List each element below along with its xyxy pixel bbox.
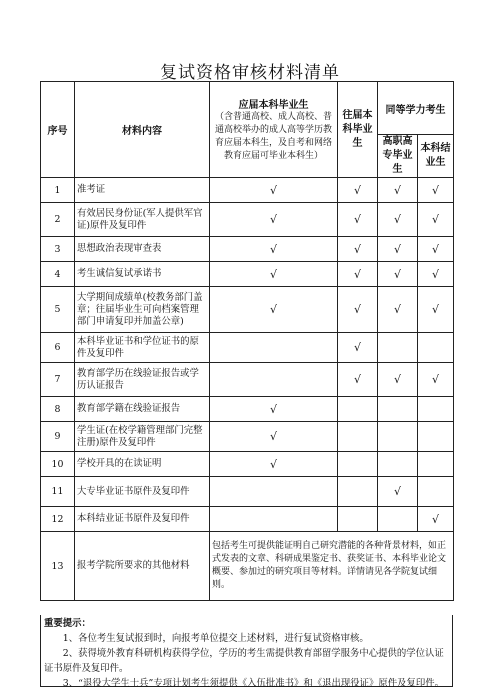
row-number: 12 bbox=[41, 507, 75, 532]
header-equivalent: 同等学力考生 bbox=[378, 82, 454, 135]
table-row bbox=[41, 452, 454, 477]
requirement-cell bbox=[418, 507, 454, 532]
check-mark: √ bbox=[431, 267, 439, 281]
requirement-cell bbox=[418, 397, 454, 422]
row-number: 9 bbox=[41, 422, 75, 452]
requirement-cell bbox=[378, 178, 418, 203]
row-number: 4 bbox=[41, 262, 75, 287]
requirement-cell bbox=[338, 287, 378, 333]
important-tips bbox=[40, 615, 453, 687]
header-current-grad-label: 应届本科毕业生 bbox=[238, 100, 309, 111]
check-mark: √ bbox=[353, 267, 361, 281]
table-row bbox=[41, 333, 454, 363]
check-mark: √ bbox=[269, 430, 277, 443]
requirement-cell bbox=[378, 363, 418, 397]
material-content: 报考学院所要求的其他材料 bbox=[75, 532, 210, 601]
check-mark: √ bbox=[393, 267, 401, 281]
material-content: 学生证(在校学籍管理部门完整注册)原件及复印件 bbox=[75, 422, 210, 452]
check-mark: √ bbox=[431, 512, 439, 526]
requirement-cell bbox=[338, 422, 378, 452]
page-title: 复试资格审核材料清单 bbox=[160, 63, 340, 83]
requirement-cell bbox=[210, 477, 338, 507]
header-seq: 序号 bbox=[41, 82, 75, 178]
check-mark: √ bbox=[393, 303, 401, 316]
requirement-cell bbox=[338, 237, 378, 262]
requirement-cell bbox=[210, 237, 338, 262]
requirement-cell bbox=[418, 363, 454, 397]
requirement-cell bbox=[418, 422, 454, 452]
requirement-cell bbox=[338, 397, 378, 422]
row-number: 7 bbox=[41, 363, 75, 397]
check-mark: √ bbox=[353, 373, 361, 386]
material-note: 包括考生可提供能证明自己研究潜能的各种背景材料，如正式发表的文章、科研成果鉴定书、获奖证书、本科毕业论文概要、参加过的研究项目等材料。详情请见各学院复试细则。 bbox=[210, 532, 454, 601]
requirement-cell bbox=[378, 422, 418, 452]
check-mark: √ bbox=[431, 242, 439, 256]
row-number: 10 bbox=[41, 452, 75, 477]
check-mark: √ bbox=[431, 303, 439, 316]
material-content: 思想政治表现审查表 bbox=[75, 237, 210, 262]
row-number: 1 bbox=[41, 178, 75, 203]
requirement-cell bbox=[338, 363, 378, 397]
table-row bbox=[41, 507, 454, 532]
requirement-cell bbox=[210, 178, 338, 203]
header-current-grad bbox=[210, 82, 338, 178]
requirement-cell bbox=[210, 452, 338, 477]
requirement-cell bbox=[210, 363, 338, 397]
row-number: 11 bbox=[41, 477, 75, 507]
material-content: 本科结业证书原件及复印件 bbox=[75, 507, 210, 532]
check-mark: √ bbox=[269, 267, 277, 281]
check-mark: √ bbox=[353, 183, 361, 197]
requirement-cell bbox=[338, 262, 378, 287]
material-content: 本科毕业证书和学位证书的原件及复印件 bbox=[75, 333, 210, 363]
requirement-cell bbox=[378, 262, 418, 287]
requirement-cell bbox=[378, 397, 418, 422]
requirement-cell bbox=[210, 397, 338, 422]
check-mark: √ bbox=[353, 242, 361, 256]
check-mark: √ bbox=[393, 485, 401, 498]
row-number: 3 bbox=[41, 237, 75, 262]
check-mark: √ bbox=[393, 242, 401, 256]
material-content: 学校开具的在读证明 bbox=[75, 452, 210, 477]
table-row bbox=[41, 262, 454, 287]
requirement-cell bbox=[378, 477, 418, 507]
tips-heading: 重要提示： bbox=[44, 618, 91, 629]
table-row bbox=[41, 363, 454, 397]
requirement-cell bbox=[418, 333, 454, 363]
check-mark: √ bbox=[431, 373, 439, 386]
check-mark: √ bbox=[269, 457, 277, 471]
row-number: 5 bbox=[41, 287, 75, 333]
tip-item: 1、各位考生复试报到时，向报考单位提交上述材料，进行复试资格审核。 bbox=[62, 633, 369, 644]
requirement-cell bbox=[210, 507, 338, 532]
requirement-cell bbox=[210, 203, 338, 237]
requirement-cell bbox=[418, 237, 454, 262]
tip-item: 2、获得境外教育科研机构获得学位，学历的考生需提供教育部留学服务中心提供的学位认证证书原件及复印件。 bbox=[44, 648, 444, 674]
material-content: 考生诚信复试承诺书 bbox=[75, 262, 210, 287]
requirement-cell bbox=[418, 203, 454, 237]
check-mark: √ bbox=[269, 402, 277, 416]
requirement-cell bbox=[210, 287, 338, 333]
table-row bbox=[41, 287, 454, 333]
header-content: 材料内容 bbox=[75, 82, 210, 178]
requirement-cell bbox=[338, 178, 378, 203]
table-row bbox=[41, 397, 454, 422]
check-mark: √ bbox=[353, 213, 361, 226]
header-vocational: 高职高专毕业生 bbox=[378, 135, 418, 178]
requirement-cell bbox=[378, 237, 418, 262]
requirement-cell bbox=[338, 452, 378, 477]
requirement-cell bbox=[418, 477, 454, 507]
row-number: 8 bbox=[41, 397, 75, 422]
table-row bbox=[41, 477, 454, 507]
check-mark: √ bbox=[353, 303, 361, 316]
check-mark: √ bbox=[269, 242, 277, 256]
check-mark: √ bbox=[269, 213, 277, 226]
requirement-cell bbox=[338, 507, 378, 532]
header-past-grad: 往届本科毕业生 bbox=[338, 82, 378, 178]
header-current-grad-note: （含普通高校、成人高校、普通高校举办的成人高等学历教育应届本科生，及自考和网络教育应届可毕业本科生） bbox=[214, 112, 332, 161]
material-content: 大学期间成绩单(校教务部门盖章；往届毕业生可向档案管理部门申请复印并加盖公章) bbox=[75, 287, 210, 333]
requirement-cell bbox=[338, 477, 378, 507]
check-mark: √ bbox=[431, 213, 439, 226]
check-mark: √ bbox=[393, 213, 401, 226]
requirement-cell bbox=[378, 507, 418, 532]
material-content: 有效居民身份证(军人提供军官证)原件及复印件 bbox=[75, 203, 210, 237]
requirement-cell bbox=[338, 203, 378, 237]
requirement-cell bbox=[418, 287, 454, 333]
requirement-cell bbox=[418, 262, 454, 287]
row-number: 6 bbox=[41, 333, 75, 363]
requirement-cell bbox=[378, 452, 418, 477]
table-row bbox=[41, 422, 454, 452]
tip-item: 3、“退役大学生士兵”专项计划考生须提供《入伍批准书》和《退出现役证》原件及复印件。 bbox=[62, 678, 444, 689]
table-row bbox=[41, 178, 454, 203]
material-content: 准考证 bbox=[75, 178, 210, 203]
requirement-cell bbox=[378, 203, 418, 237]
requirement-cell bbox=[210, 422, 338, 452]
check-mark: √ bbox=[353, 341, 361, 354]
requirement-cell bbox=[378, 333, 418, 363]
table-row bbox=[41, 203, 454, 237]
material-content: 大专毕业证书原件及复印件 bbox=[75, 477, 210, 507]
check-mark: √ bbox=[269, 303, 277, 316]
header-row bbox=[41, 82, 454, 135]
check-mark: √ bbox=[431, 183, 439, 197]
table-row bbox=[41, 532, 454, 601]
row-number: 2 bbox=[41, 203, 75, 237]
requirement-cell bbox=[210, 262, 338, 287]
check-mark: √ bbox=[269, 183, 277, 197]
requirement-cell bbox=[378, 287, 418, 333]
check-mark: √ bbox=[393, 183, 401, 197]
check-mark: √ bbox=[393, 373, 401, 386]
requirement-cell bbox=[210, 333, 338, 363]
materials-table bbox=[40, 81, 454, 601]
material-content: 教育部学籍在线验证报告 bbox=[75, 397, 210, 422]
header-undergrad-cert: 本科结业生 bbox=[418, 135, 454, 178]
requirement-cell bbox=[418, 452, 454, 477]
table-row bbox=[41, 237, 454, 262]
row-number: 13 bbox=[41, 532, 75, 601]
material-content: 教育部学历在线验证报告或学历认证报告 bbox=[75, 363, 210, 397]
requirement-cell bbox=[418, 178, 454, 203]
requirement-cell bbox=[338, 333, 378, 363]
